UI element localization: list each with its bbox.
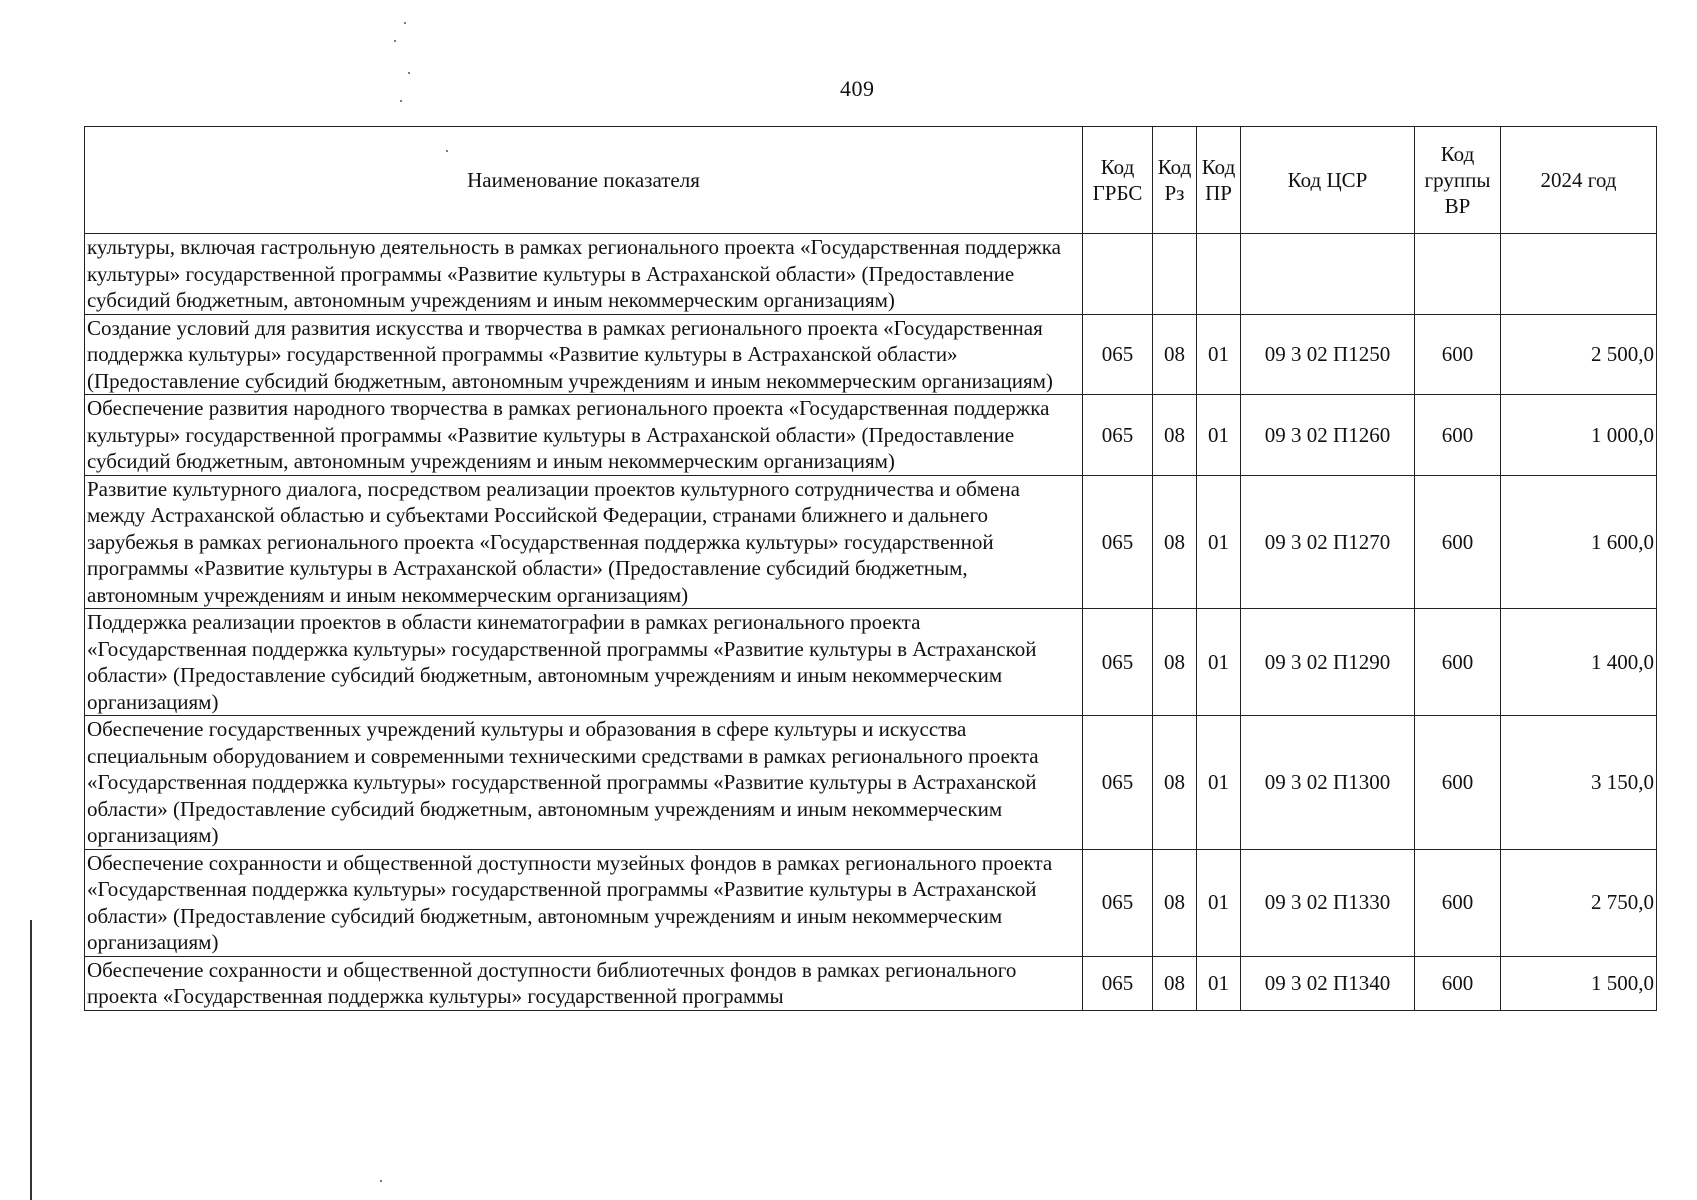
row-name: Обеспечение сохранности и общественной доступности музейных фондов в рамках регионального проекта «Государственная поддержка культуры» государственной программы «Развитие культуры в Астраханской области» (Предоставление субсидий бюджетным, автономным учреждениям и иным некоммерческим организациям) <box>85 849 1083 956</box>
row-csr: 09 3 02 П1250 <box>1241 314 1415 395</box>
scan-speck <box>408 72 410 74</box>
row-amount: 2 500,0 <box>1501 314 1657 395</box>
row-csr: 09 3 02 П1270 <box>1241 475 1415 609</box>
row-amount: 1 400,0 <box>1501 609 1657 716</box>
row-pr: 01 <box>1197 849 1241 956</box>
row-csr: 09 3 02 П1260 <box>1241 395 1415 476</box>
row-pr <box>1197 234 1241 315</box>
row-vr: 600 <box>1415 395 1501 476</box>
row-csr: 09 3 02 П1290 <box>1241 609 1415 716</box>
table-row <box>85 609 1657 716</box>
header-pr: Код ПР <box>1197 127 1241 234</box>
row-vr: 600 <box>1415 609 1501 716</box>
header-rz: Код Рз <box>1153 127 1197 234</box>
scan-speck <box>404 22 406 24</box>
row-grbs: 065 <box>1083 849 1153 956</box>
table-row <box>85 956 1657 1010</box>
row-grbs: 065 <box>1083 395 1153 476</box>
row-name: Поддержка реализации проектов в области кинематографии в рамках регионального проекта «Государственная поддержка культуры» государственной программы «Развитие культуры в Астраханской области» (Предоставление субсидий бюджетным, автономным учреждениям и иным некоммерческим организациям) <box>85 609 1083 716</box>
row-amount: 3 150,0 <box>1501 716 1657 850</box>
row-amount: 2 750,0 <box>1501 849 1657 956</box>
scan-speck <box>380 1180 382 1182</box>
row-vr: 600 <box>1415 716 1501 850</box>
row-name: Развитие культурного диалога, посредством реализации проектов культурного сотрудничества и обмена между Астраханской областью и субъектами Российской Федерации, странами ближнего и дальнего зарубежья в рамках регионального проекта «Государственная поддержка культуры» государственной программы «Развитие культуры в Астраханской области» (Предоставление субсидий бюджетным, автономным учреждениям и иным некоммерческим организациям) <box>85 475 1083 609</box>
row-amount: 1 000,0 <box>1501 395 1657 476</box>
table-row <box>85 716 1657 850</box>
row-csr: 09 3 02 П1330 <box>1241 849 1415 956</box>
row-grbs: 065 <box>1083 475 1153 609</box>
row-rz <box>1153 234 1197 315</box>
row-vr: 600 <box>1415 849 1501 956</box>
table-row <box>85 395 1657 476</box>
row-pr: 01 <box>1197 956 1241 1010</box>
row-name: культуры, включая гастрольную деятельность в рамках регионального проекта «Государственная поддержка культуры» государственной программы «Развитие культуры в Астраханской области» (Предоставление субсидий бюджетным, автономным учреждениям и иным некоммерческим организациям) <box>85 234 1083 315</box>
row-pr: 01 <box>1197 314 1241 395</box>
row-vr: 600 <box>1415 956 1501 1010</box>
header-vr: Код группы ВР <box>1415 127 1501 234</box>
page-number: 409 <box>840 76 875 101</box>
budget-table <box>84 126 1657 1011</box>
row-rz: 08 <box>1153 314 1197 395</box>
row-vr: 600 <box>1415 314 1501 395</box>
row-amount <box>1501 234 1657 315</box>
row-name: Обеспечение государственных учреждений культуры и образования в сфере культуры и искусства специальным оборудованием и современными техническими средствами в рамках регионального проекта «Государственная поддержка культуры» государственной программы «Развитие культуры в Астраханской области» (Предоставление субсидий бюджетным, автономным учреждениям и иным некоммерческим организациям) <box>85 716 1083 850</box>
row-grbs: 065 <box>1083 716 1153 850</box>
row-grbs: 065 <box>1083 314 1153 395</box>
row-name: Обеспечение сохранности и общественной доступности библиотечных фондов в рамках регионального проекта «Государственная поддержка культуры» государственной программы <box>85 956 1083 1010</box>
row-vr: 600 <box>1415 475 1501 609</box>
row-amount: 1 500,0 <box>1501 956 1657 1010</box>
scan-margin-line <box>30 920 32 1200</box>
row-name: Создание условий для развития искусства и творчества в рамках регионального проекта «Государственная поддержка культуры» государственной программы «Развитие культуры в Астраханской области» (Предоставление субсидий бюджетным, автономным учреждениям и иным некоммерческим организациям) <box>85 314 1083 395</box>
scan-speck <box>394 40 396 42</box>
row-grbs: 065 <box>1083 956 1153 1010</box>
row-csr: 09 3 02 П1340 <box>1241 956 1415 1010</box>
header-grbs: Код ГРБС <box>1083 127 1153 234</box>
row-rz: 08 <box>1153 395 1197 476</box>
table-row <box>85 475 1657 609</box>
header-year: 2024 год <box>1501 127 1657 234</box>
row-pr: 01 <box>1197 716 1241 850</box>
row-csr: 09 3 02 П1300 <box>1241 716 1415 850</box>
table-row <box>85 234 1657 315</box>
row-vr <box>1415 234 1501 315</box>
row-rz: 08 <box>1153 716 1197 850</box>
table-row <box>85 849 1657 956</box>
row-name: Обеспечение развития народного творчества в рамках регионального проекта «Государственная поддержка культуры» государственной программы «Развитие культуры в Астраханской области» (Предоставление субсидий бюджетным, автономным учреждениям и иным некоммерческим организациям) <box>85 395 1083 476</box>
row-rz: 08 <box>1153 849 1197 956</box>
row-rz: 08 <box>1153 609 1197 716</box>
header-csr: Код ЦСР <box>1241 127 1415 234</box>
row-amount: 1 600,0 <box>1501 475 1657 609</box>
row-grbs: 065 <box>1083 609 1153 716</box>
row-rz: 08 <box>1153 475 1197 609</box>
row-pr: 01 <box>1197 395 1241 476</box>
row-pr: 01 <box>1197 475 1241 609</box>
row-rz: 08 <box>1153 956 1197 1010</box>
scan-speck <box>400 100 402 102</box>
row-csr <box>1241 234 1415 315</box>
row-pr: 01 <box>1197 609 1241 716</box>
header-name: Наименование показателя <box>85 127 1083 234</box>
row-grbs <box>1083 234 1153 315</box>
table-row <box>85 314 1657 395</box>
table-header-row <box>85 127 1657 234</box>
